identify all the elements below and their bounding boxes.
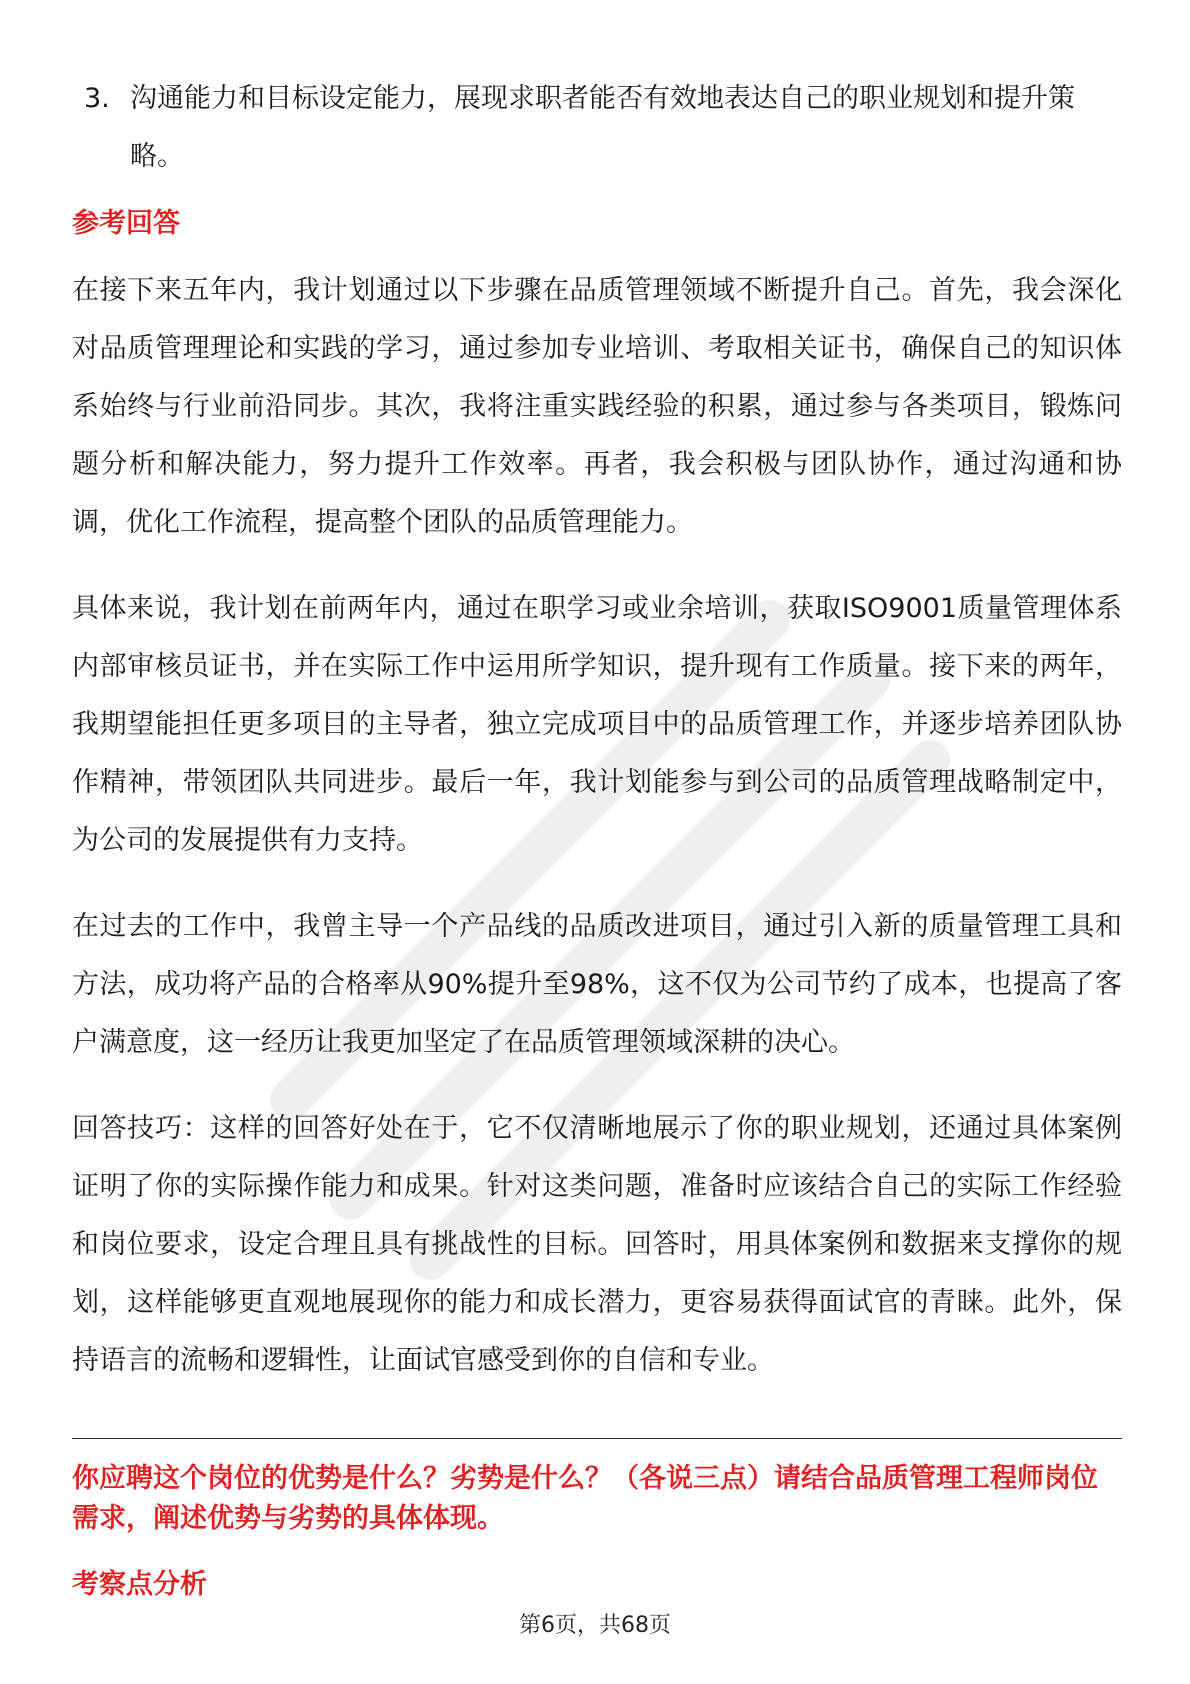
answer-paragraph-2: 具体来说，我计划在前两年内，通过在职学习或业余培训，获取ISO9001质量管理体系内部审核员证书，并在实际工作中运用所学知识，提升现有工作质量。接下来的两年，我期望能担任更多项目的主导者，独立完成项目中的品质管理工作，并逐步培养团队协作精神，带领团队共同进步。最后一年，我计划能参与到公司的品质管理战略制定中，为公司的发展提供有力支持。 [72,593,1122,856]
page-number: 第6页，共68页 [519,1613,671,1638]
list-item-3 [72,70,1122,186]
list-number: 3. [84,83,110,114]
page-content [72,70,1122,1605]
answer-paragraph-3: 在过去的工作中，我曾主导一个产品线的品质改进项目，通过引入新的质量管理工具和方法，成功将产品的合格率从90%提升至98%，这不仅为公司节约了成本，也提高了客户满意度，这一经历让我更加坚定了在品质管理领域深耕的决心。 [72,911,1122,1058]
next-question-title: 你应聘这个岗位的优势是什么？劣势是什么？（各说三点）请结合品质管理工程师岗位需求，阐述优势与劣势的具体体现。 [72,1463,1098,1534]
analysis-heading: 考察点分析 [72,1569,207,1600]
answer-tips-paragraph: 回答技巧：这样的回答好处在于，它不仅清晰地展示了你的职业规划，还通过具体案例证明了你的实际操作能力和成果。针对这类问题，准备时应该结合自己的实际工作经验和岗位要求，设定合理且具有挑战性的目标。回答时，用具体案例和数据来支撑你的规划，这样能够更直观地展现你的能力和成长潜力，更容易获得面试官的青睐。此外，保持语言的流畅和逻辑性，让面试官感受到你的自信和专业。 [72,1113,1122,1376]
reference-answer-heading: 参考回答 [72,208,180,239]
list-text: 沟通能力和目标设定能力，展现求职者能否有效地表达自己的职业规划和提升策略。 [130,83,1075,172]
section-divider [72,1438,1122,1439]
answer-paragraph-1: 在接下来五年内，我计划通过以下步骤在品质管理领域不断提升自己。首先，我会深化对品质管理理论和实践的学习，通过参加专业培训、考取相关证书，确保自己的知识体系始终与行业前沿同步。其次，我将注重实践经验的积累，通过参与各类项目，锻炼问题分析和解决能力，努力提升工作效率。再者，我会积极与团队协作，通过沟通和协调，优化工作流程，提高整个团队的品质管理能力。 [72,275,1122,538]
